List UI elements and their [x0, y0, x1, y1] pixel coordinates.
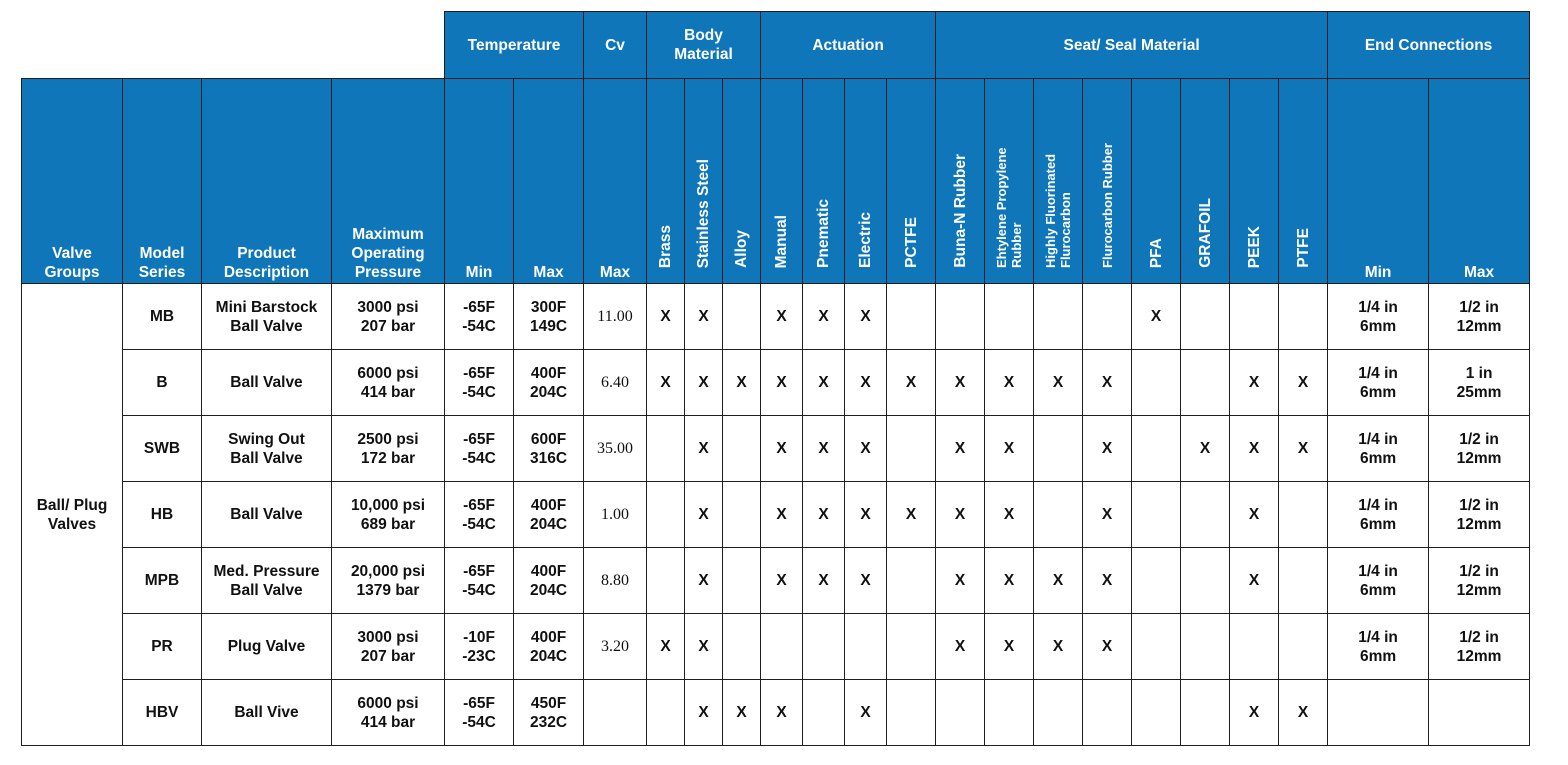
epr-cell: X: [985, 482, 1034, 548]
electric-cell: X: [845, 482, 887, 548]
column-header-row: [22, 79, 1530, 284]
ptfe-cell: [1279, 548, 1328, 614]
hfc-cell: [1034, 482, 1083, 548]
epr-cell: [985, 284, 1034, 350]
max-pressure-label: Maximum Operating Pressure: [351, 226, 425, 281]
model-series-label: Model Series: [138, 245, 186, 281]
table-row: [22, 548, 1530, 614]
brass-cell: X: [647, 614, 685, 680]
pneumatic-cell: X: [803, 416, 845, 482]
col-header-valve-groups: [22, 79, 123, 284]
cv-cell: 35.00: [584, 416, 647, 482]
pfa-cell: X: [1132, 284, 1181, 350]
peek-cell: X: [1230, 350, 1279, 416]
stainless-cell: X: [685, 416, 723, 482]
end-min-cell: 1/4 in 6mm: [1328, 614, 1429, 680]
desc-cell: Mini Barstock Ball Valve: [202, 284, 332, 350]
table-row: [22, 680, 1530, 746]
group-header-end-connections: End Connections: [1328, 12, 1530, 79]
end-min-cell: 1/4 in 6mm: [1328, 482, 1429, 548]
pressure-cell: 10,000 psi 689 bar: [332, 482, 445, 548]
stainless-cell: X: [685, 548, 723, 614]
table-row: [22, 350, 1530, 416]
group-header-cv: Cv: [584, 12, 647, 79]
brass-cell: [647, 548, 685, 614]
pneumatic-cell: X: [803, 548, 845, 614]
desc-cell: Swing Out Ball Valve: [202, 416, 332, 482]
electric-cell: X: [845, 416, 887, 482]
ptfe-label: PTFE: [1294, 228, 1312, 268]
hfc-cell: [1034, 284, 1083, 350]
table-row: [22, 482, 1530, 548]
buna-cell: [936, 284, 985, 350]
hfc-cell: [1034, 680, 1083, 746]
peek-cell: X: [1230, 680, 1279, 746]
manual-cell: X: [761, 416, 803, 482]
temp-min-cell: -65F -54C: [445, 482, 514, 548]
model-cell: MB: [123, 284, 202, 350]
pctfe-cell: X: [887, 482, 936, 548]
peek-cell: X: [1230, 416, 1279, 482]
end-max-cell: 1/2 in 12mm: [1429, 548, 1530, 614]
temp-max-cell: 400F 204C: [514, 548, 584, 614]
peek-cell: [1230, 614, 1279, 680]
col-header-end-max: Max: [1429, 79, 1530, 284]
col-header-ptfe: [1279, 79, 1328, 284]
ptfe-cell: [1279, 284, 1328, 350]
pctfe-cell: [887, 284, 936, 350]
pneumatic-cell: X: [803, 350, 845, 416]
model-cell: SWB: [123, 416, 202, 482]
cv-cell: 6.40: [584, 350, 647, 416]
grafoil-cell: X: [1181, 416, 1230, 482]
col-header-temp-max: Max: [514, 79, 584, 284]
body-material-label: Body Material: [674, 27, 733, 63]
group-header-actuation: Actuation: [761, 12, 936, 79]
buna-cell: X: [936, 482, 985, 548]
fluro-cell: X: [1083, 350, 1132, 416]
hfc-cell: X: [1034, 350, 1083, 416]
stainless-label: Stainless Steel: [695, 158, 712, 268]
temp-min-cell: -65F -54C: [445, 416, 514, 482]
pfa-cell: [1132, 482, 1181, 548]
stainless-cell: X: [685, 350, 723, 416]
desc-cell: Plug Valve: [202, 614, 332, 680]
temp-max-cell: 400F 204C: [514, 482, 584, 548]
col-header-stainless-steel: [685, 79, 723, 284]
grafoil-cell: [1181, 548, 1230, 614]
ptfe-cell: [1279, 482, 1328, 548]
temp-min-cell: -65F -54C: [445, 350, 514, 416]
col-header-buna-n: [936, 79, 985, 284]
grafoil-label: GRAFOIL: [1196, 198, 1214, 268]
col-header-pneumatic: [803, 79, 845, 284]
buna-cell: X: [936, 548, 985, 614]
group-header-temperature: Temperature: [445, 12, 584, 79]
electric-label: Electric: [857, 211, 875, 268]
epr-cell: X: [985, 416, 1034, 482]
pfa-cell: [1132, 350, 1181, 416]
pctfe-cell: [887, 548, 936, 614]
alloy-cell: [723, 416, 761, 482]
manual-cell: X: [761, 680, 803, 746]
desc-cell: Ball Valve: [202, 482, 332, 548]
desc-cell: Ball Vive: [202, 680, 332, 746]
buna-cell: [936, 680, 985, 746]
epr-cell: X: [985, 548, 1034, 614]
col-header-electric: [845, 79, 887, 284]
electric-cell: [845, 614, 887, 680]
pressure-cell: 3000 psi 207 bar: [332, 614, 445, 680]
pfa-cell: [1132, 416, 1181, 482]
manual-label: Manual: [773, 214, 791, 268]
stainless-cell: X: [685, 680, 723, 746]
col-header-flurocarbon: [1083, 79, 1132, 284]
blank-corner: [22, 12, 445, 79]
model-cell: HBV: [123, 680, 202, 746]
temp-max-cell: 600F 316C: [514, 416, 584, 482]
manual-cell: X: [761, 350, 803, 416]
model-cell: HB: [123, 482, 202, 548]
temp-min-cell: -65F -54C: [445, 548, 514, 614]
pneumatic-cell: X: [803, 482, 845, 548]
pfa-cell: [1132, 614, 1181, 680]
buna-cell: X: [936, 350, 985, 416]
fluro-cell: X: [1083, 614, 1132, 680]
col-header-model-series: [123, 79, 202, 284]
group-header-seat-seal: Seat/ Seal Material: [936, 12, 1328, 79]
col-header-pfa: [1132, 79, 1181, 284]
pneumatic-label: Pnematic: [815, 199, 833, 268]
temp-max-cell: 400F 204C: [514, 350, 584, 416]
brass-cell: X: [647, 284, 685, 350]
pfa-label: PFA: [1147, 237, 1165, 268]
peek-cell: X: [1230, 548, 1279, 614]
end-max-cell: 1/2 in 12mm: [1429, 416, 1530, 482]
alloy-cell: [723, 614, 761, 680]
group-header-row: [22, 12, 1530, 79]
col-header-pctfe: [887, 79, 936, 284]
manual-cell: X: [761, 482, 803, 548]
pressure-cell: 6000 psi 414 bar: [332, 350, 445, 416]
end-max-cell: 1/2 in 12mm: [1429, 284, 1530, 350]
end-min-cell: 1/4 in 6mm: [1328, 284, 1429, 350]
product-description-label: Product Description: [223, 245, 310, 281]
peek-cell: [1230, 284, 1279, 350]
col-header-max-pressure: [332, 79, 445, 284]
col-header-grafoil: [1181, 79, 1230, 284]
grafoil-cell: [1181, 482, 1230, 548]
grafoil-cell: [1181, 614, 1230, 680]
pfa-cell: [1132, 680, 1181, 746]
temp-max-cell: 450F 232C: [514, 680, 584, 746]
cv-cell: 3.20: [584, 614, 647, 680]
brass-cell: X: [647, 350, 685, 416]
ptfe-cell: X: [1279, 680, 1328, 746]
cv-cell: [584, 680, 647, 746]
model-cell: MPB: [123, 548, 202, 614]
electric-cell: X: [845, 350, 887, 416]
buna-cell: X: [936, 416, 985, 482]
col-header-alloy: [723, 79, 761, 284]
pressure-cell: 6000 psi 414 bar: [332, 680, 445, 746]
pctfe-cell: X: [887, 350, 936, 416]
brass-label: Brass: [657, 224, 674, 268]
table-row: [22, 416, 1530, 482]
end-max-cell: 1 in 25mm: [1429, 350, 1530, 416]
col-header-temp-min: Min: [445, 79, 514, 284]
hfc-cell: [1034, 416, 1083, 482]
end-max-cell: 1/2 in 12mm: [1429, 482, 1530, 548]
end-min-cell: 1/4 in 6mm: [1328, 548, 1429, 614]
alloy-cell: [723, 284, 761, 350]
pressure-cell: 3000 psi 207 bar: [332, 284, 445, 350]
alloy-cell: X: [723, 680, 761, 746]
buna-label: Buna-N Rubber: [951, 154, 969, 268]
end-max-cell: [1429, 680, 1530, 746]
valve-group-label: Ball/ Plug Valves: [36, 496, 108, 533]
brass-cell: [647, 680, 685, 746]
cv-cell: 8.80: [584, 548, 647, 614]
cv-cell: 1.00: [584, 482, 647, 548]
col-header-peek: [1230, 79, 1279, 284]
epr-cell: X: [985, 350, 1034, 416]
peek-label: PEEK: [1245, 225, 1263, 268]
temp-min-cell: -10F -23C: [445, 614, 514, 680]
pctfe-label: PCTFE: [902, 217, 920, 268]
pneumatic-cell: X: [803, 284, 845, 350]
pfa-cell: [1132, 548, 1181, 614]
end-min-cell: [1328, 680, 1429, 746]
fluro-cell: X: [1083, 482, 1132, 548]
col-header-product-description: [202, 79, 332, 284]
manual-cell: [761, 614, 803, 680]
model-cell: B: [123, 350, 202, 416]
ptfe-cell: [1279, 614, 1328, 680]
end-max-cell: 1/2 in 12mm: [1429, 614, 1530, 680]
desc-cell: Ball Valve: [202, 350, 332, 416]
col-header-cv-max: Max: [584, 79, 647, 284]
stainless-cell: X: [685, 284, 723, 350]
valve-groups-label: Valve Groups: [44, 245, 100, 281]
brass-cell: [647, 416, 685, 482]
alloy-cell: [723, 548, 761, 614]
alloy-label: Alloy: [733, 230, 751, 268]
grafoil-cell: [1181, 284, 1230, 350]
col-header-brass: [647, 79, 685, 284]
pneumatic-cell: [803, 614, 845, 680]
valve-group-cell: [22, 284, 123, 746]
temp-max-cell: 400F 204C: [514, 614, 584, 680]
fluro-cell: [1083, 284, 1132, 350]
end-min-cell: 1/4 in 6mm: [1328, 350, 1429, 416]
group-header-body-material: [647, 12, 761, 79]
pctfe-cell: [887, 416, 936, 482]
model-cell: PR: [123, 614, 202, 680]
epr-cell: [985, 680, 1034, 746]
epr-cell: X: [985, 614, 1034, 680]
grafoil-cell: [1181, 680, 1230, 746]
epr-label: Ehtylene Propylene Rubber: [994, 147, 1025, 268]
col-header-epr: [985, 79, 1034, 284]
alloy-cell: [723, 482, 761, 548]
ptfe-cell: X: [1279, 350, 1328, 416]
alloy-cell: X: [723, 350, 761, 416]
table-row: [22, 614, 1530, 680]
pressure-cell: 20,000 psi 1379 bar: [332, 548, 445, 614]
fluro-cell: [1083, 680, 1132, 746]
pneumatic-cell: [803, 680, 845, 746]
col-header-manual: [761, 79, 803, 284]
electric-cell: X: [845, 680, 887, 746]
cv-cell: 11.00: [584, 284, 647, 350]
fluro-cell: X: [1083, 548, 1132, 614]
ptfe-cell: X: [1279, 416, 1328, 482]
temp-max-cell: 300F 149C: [514, 284, 584, 350]
hfc-cell: X: [1034, 614, 1083, 680]
buna-cell: X: [936, 614, 985, 680]
temp-min-cell: -65F -54C: [445, 680, 514, 746]
peek-cell: X: [1230, 482, 1279, 548]
col-header-end-min: Min: [1328, 79, 1429, 284]
manual-cell: X: [761, 548, 803, 614]
electric-cell: X: [845, 548, 887, 614]
pctfe-cell: [887, 614, 936, 680]
col-header-hfc: [1034, 79, 1083, 284]
electric-cell: X: [845, 284, 887, 350]
valve-comparison-table: [21, 11, 1530, 746]
fluro-label: Flurocarbon Rubber: [1099, 143, 1115, 268]
hfc-cell: X: [1034, 548, 1083, 614]
manual-cell: X: [761, 284, 803, 350]
end-min-cell: 1/4 in 6mm: [1328, 416, 1429, 482]
grafoil-cell: [1181, 350, 1230, 416]
desc-cell: Med. Pressure Ball Valve: [202, 548, 332, 614]
brass-cell: [647, 482, 685, 548]
stainless-cell: X: [685, 614, 723, 680]
stainless-cell: X: [685, 482, 723, 548]
fluro-cell: X: [1083, 416, 1132, 482]
pctfe-cell: [887, 680, 936, 746]
hfc-label: Highly Fluorinated Flurocarbon: [1043, 153, 1074, 268]
table-row: [22, 284, 1530, 350]
temp-min-cell: -65F -54C: [445, 284, 514, 350]
pressure-cell: 2500 psi 172 bar: [332, 416, 445, 482]
